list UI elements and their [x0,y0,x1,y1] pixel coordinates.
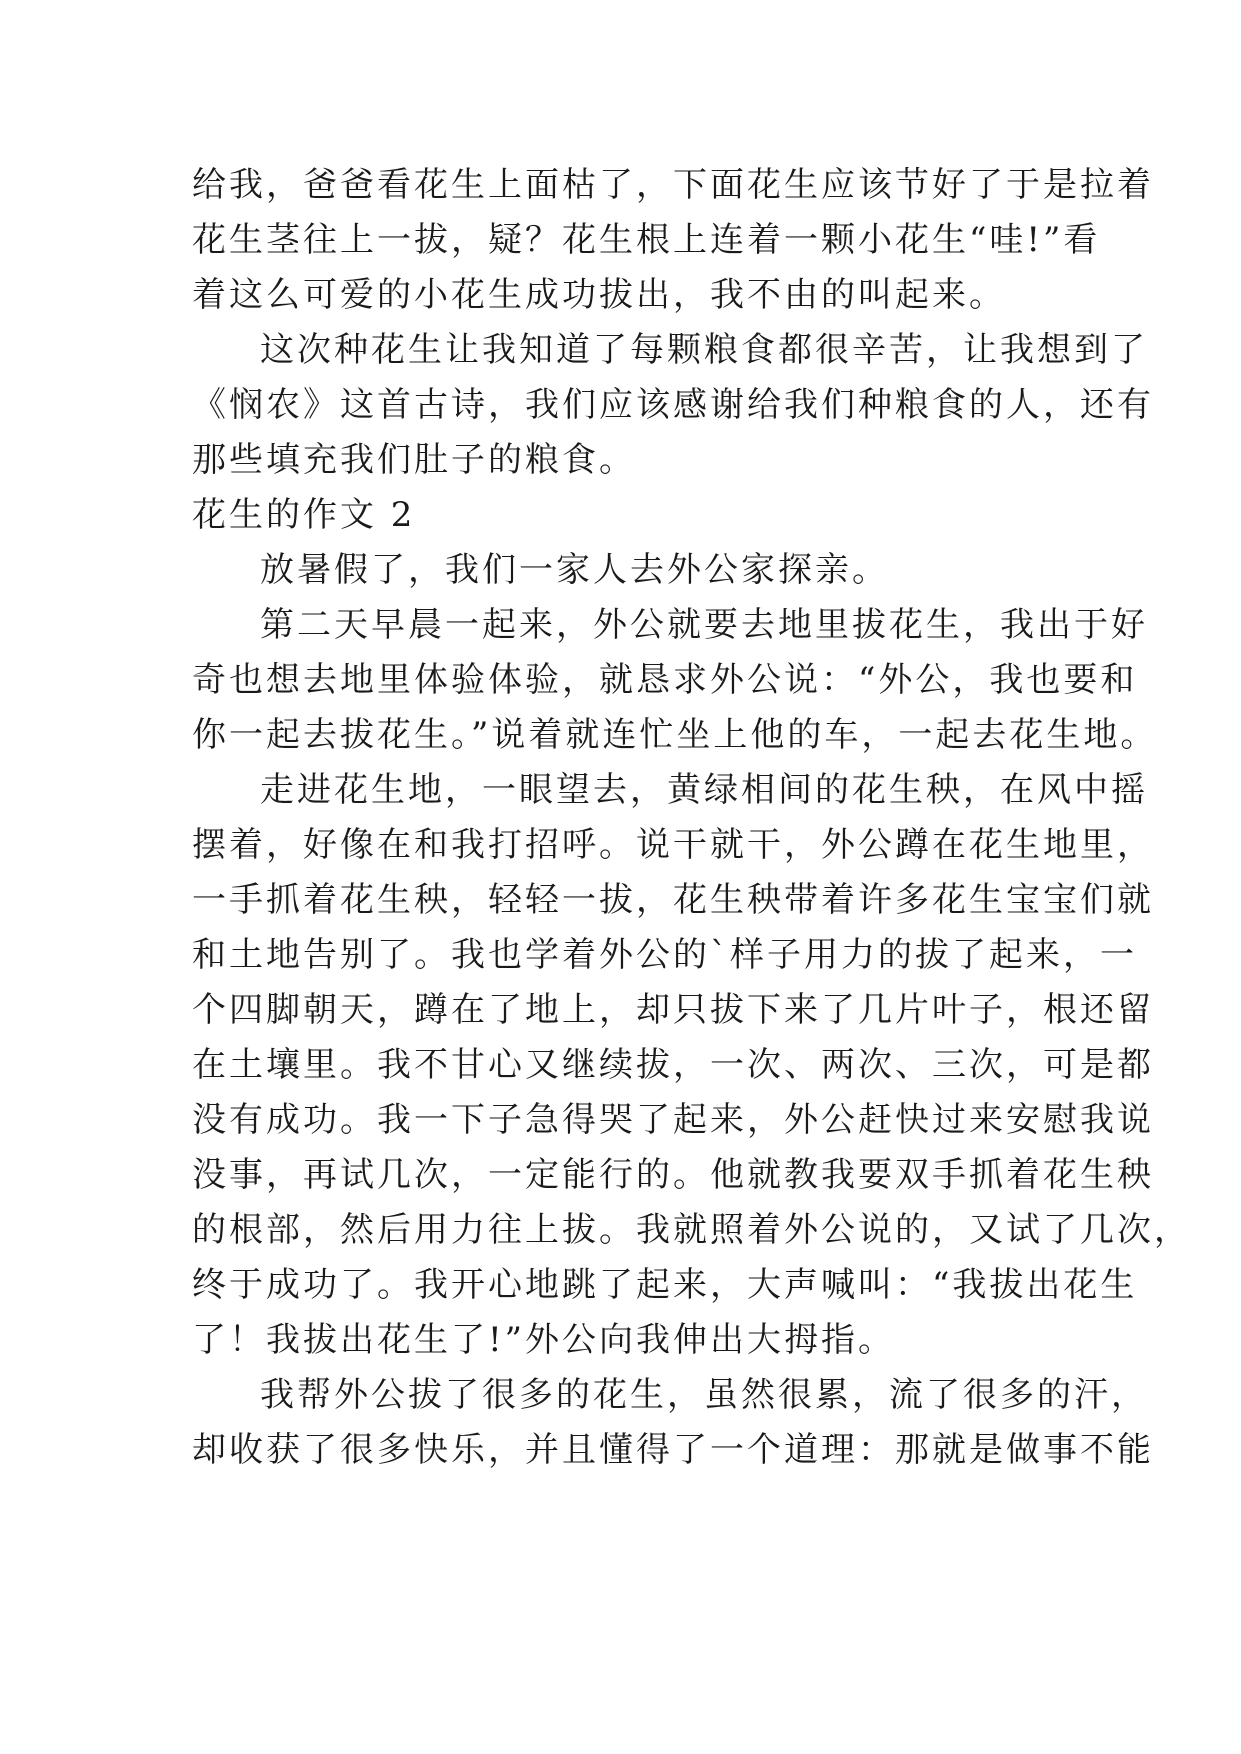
text-line: 第二天早晨一起来，外公就要去地里拔花生，我出于好 [260,605,1148,645]
text-line: 在土壤里。我不甘心又继续拔，一次、两次、三次，可是都 [192,1045,1154,1085]
section-heading [192,488,1052,543]
paragraph [192,543,1052,598]
text-line: 你一起去拔花生。”说着就连忙坐上他的车，一起去花生地。 [192,715,1158,755]
heading-text: 花生的作文 2 [192,495,416,535]
text-line: 的根部，然后用力往上拔。我就照着外公说的，又试了几次， [192,1210,1191,1250]
paragraph [192,323,1154,488]
text-line: 个四脚朝天，蹲在了地上，却只拔下来了几片叶子，根还留 [192,990,1154,1030]
text-line: 这次种花生让我知道了每颗粮食都很辛苦，让我想到了 [260,330,1148,370]
text-line: 给我，爸爸看花生上面枯了，下面花生应该节好了于是拉着 [192,165,1154,205]
essay-body [192,158,1191,1478]
text-line: 没有成功。我一下子急得哭了起来，外公赶快过来安慰我说 [192,1100,1154,1140]
text-line: 没事，再试几次，一定能行的。他就教我要双手抓着花生秧 [192,1155,1154,1195]
text-line: 花生茎往上一拔，疑？花生根上连着一颗小花生“哇!”看 [192,220,1101,260]
text-line: 摆着，好像在和我打招呼。说干就干，外公蹲在花生地里， [192,825,1154,865]
text-line: 一手抓着花生秧，轻轻一拔，花生秧带着许多花生宝宝们就 [192,880,1154,920]
paragraph [192,598,1158,763]
text-line: 走进花生地，一眼望去，黄绿相间的花生秧，在风中摇 [260,770,1148,810]
text-line: 我帮外公拔了很多的花生，虽然很累，流了很多的汗， [260,1375,1148,1415]
text-line: 着这么可爱的小花生成功拔出，我不由的叫起来。 [192,275,1006,315]
text-line: 《悯农》这首古诗，我们应该感谢给我们种粮食的人，还有 [192,385,1154,425]
text-line: 放暑假了，我们一家人去外公家探亲。 [260,550,889,590]
text-line: 终于成功了。我开心地跳了起来，大声喊叫：“我拔出花生 [192,1265,1138,1305]
text-line: 了！我拔出花生了!”外公向我伸出大拇指。 [192,1320,896,1360]
text-line: 和土地告别了。我也学着外公的`样子用力的拔了起来，一 [192,935,1137,975]
text-line: 却收获了很多快乐，并且懂得了一个道理：那就是做事不能 [192,1430,1154,1470]
paragraph [192,158,1154,323]
paragraph [192,1368,1154,1478]
paragraph [192,763,1191,1368]
text-line: 奇也想去地里体验体验，就恳求外公说：“外公，我也要和 [192,660,1138,700]
text-line: 那些填充我们肚子的粮食。 [192,440,636,480]
